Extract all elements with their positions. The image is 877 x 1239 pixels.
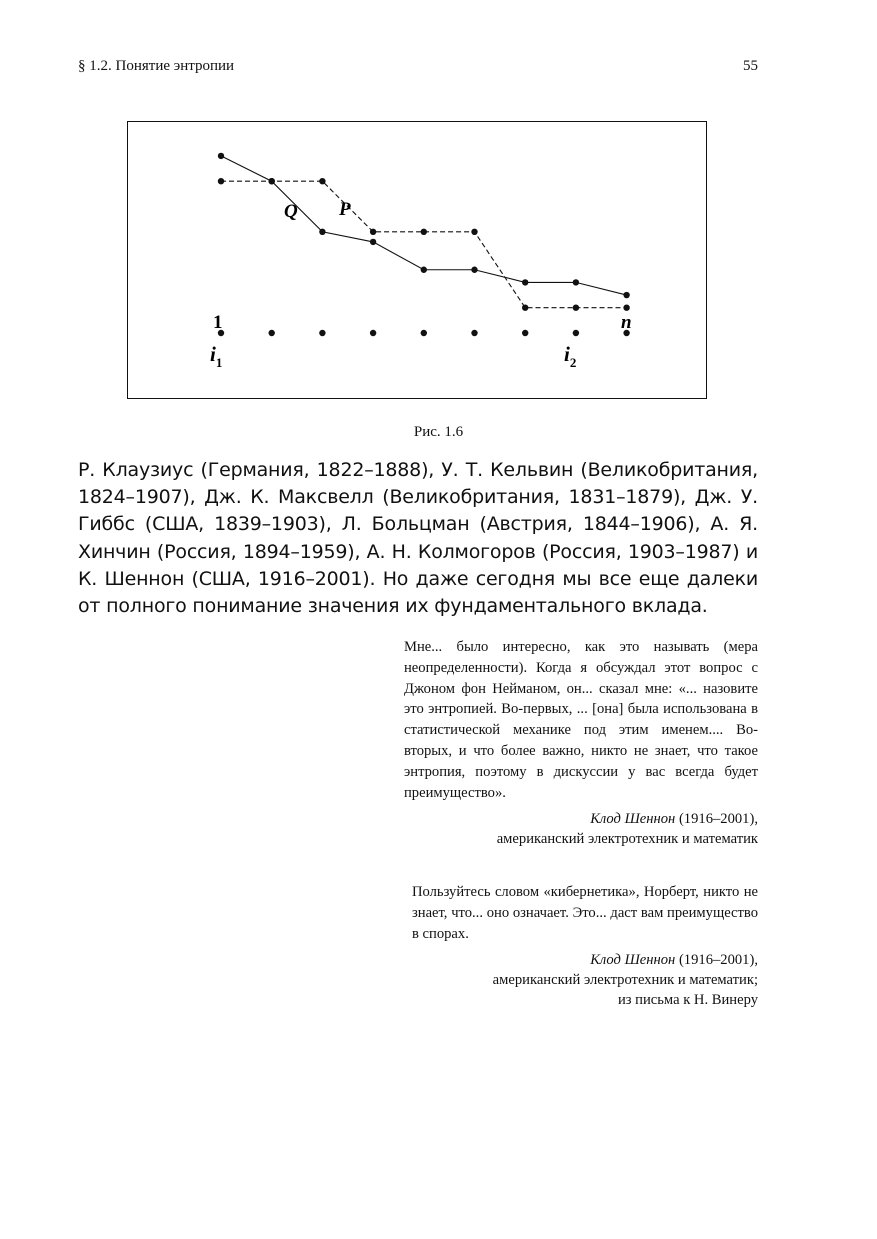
series-p-point-9 bbox=[623, 305, 629, 311]
epigraph-2 bbox=[412, 882, 758, 1010]
epigraph-1-author: Клод Шеннон bbox=[590, 811, 676, 828]
axis-point-5 bbox=[421, 330, 427, 336]
figure-caption: Рис. 1.6 bbox=[413, 424, 464, 440]
section-title: § 1.2. Понятие энтропии bbox=[78, 58, 235, 74]
series-q-point-5 bbox=[421, 267, 427, 273]
label-i2: $i_2$ bbox=[564, 342, 577, 370]
series-p-point-3 bbox=[319, 178, 325, 184]
axis-point-4 bbox=[370, 330, 376, 336]
series-q-point-7 bbox=[522, 279, 528, 285]
series-q-point-8 bbox=[573, 279, 579, 285]
label-q: Q bbox=[284, 201, 298, 222]
axis-point-6 bbox=[471, 330, 477, 336]
series-p-point-7 bbox=[522, 305, 528, 311]
epigraph-1-text: Мне... было интересно, как это называть (мера неопределенности). Когда я обсуждал этот вопрос с Джоном фон Нейманом, он... сказал мне: «... назовите это энтропией. Во-первых, ... [она] была использована в статистической механике под этим именем.... Во-вторых, и что более важно, никто не знает, что такое энтропия, поэтому в дискуссии у вас всегда будет преимущество». bbox=[404, 639, 758, 801]
epigraph-1 bbox=[404, 637, 758, 849]
series-q-point-3 bbox=[319, 229, 325, 235]
axis-point-2 bbox=[269, 330, 275, 336]
figure-plot bbox=[128, 122, 706, 398]
series-p-point-8 bbox=[573, 305, 579, 311]
body-paragraph: Р. Клаузиус (Германия, 1822–1888), У. Т. Кельвин (Великобритания, 1824–1907), Дж. К. Максвелл (Великобритания, 1831–1879), Дж. У. Гиббс (США, 1839–1903), Л. Больцман (Австрия, 1844–1906), А. Я. Хинчин (Россия, 1894–1959), А. Н. Колмогоров (Россия, 1903–1987) и К. Шеннон (США, 1916–2001). Но даже сегодня мы все еще далеки от полного понимание значения их фундаментального вклада. bbox=[78, 459, 758, 618]
label-one: 1 bbox=[213, 312, 223, 333]
series-line-q bbox=[221, 156, 627, 295]
axis-point-7 bbox=[522, 330, 528, 336]
series-p-point-1 bbox=[218, 178, 224, 184]
epigraph-1-years: (1916–2001), bbox=[675, 811, 758, 828]
label-n: n bbox=[621, 312, 632, 333]
label-p: P bbox=[339, 199, 351, 220]
label-i1: $i_1$ bbox=[210, 342, 223, 370]
epigraph-2-attribution bbox=[412, 950, 758, 1010]
epigraph-2-role: американский электротехник и математик; bbox=[492, 972, 758, 989]
axis-point-3 bbox=[319, 330, 325, 336]
epigraph-1-role: американский электротехник и математик bbox=[496, 831, 758, 848]
series-q-point-1 bbox=[218, 153, 224, 159]
epigraph-1-attribution bbox=[404, 809, 758, 849]
series-p-point-4 bbox=[370, 229, 376, 235]
series-q-point-9 bbox=[623, 292, 629, 298]
axis-point-8 bbox=[573, 330, 579, 336]
series-p-point-2 bbox=[269, 178, 275, 184]
series-p-point-6 bbox=[471, 229, 477, 235]
figure-frame bbox=[127, 121, 707, 399]
epigraph-2-source: из письма к Н. Винеру bbox=[617, 992, 758, 1009]
epigraph-2-author: Клод Шеннон bbox=[590, 952, 676, 969]
epigraph-2-years: (1916–2001), bbox=[675, 952, 758, 969]
series-p-point-5 bbox=[421, 229, 427, 235]
page-number: 55 bbox=[743, 58, 758, 74]
epigraph-2-text: Пользуйтесь словом «кибернетика», Норберт, никто не знает, что... оно означает. Это... даст вам преимущество в спорах. bbox=[412, 884, 758, 942]
series-q-point-4 bbox=[370, 239, 376, 245]
series-line-p bbox=[221, 181, 627, 308]
running-head bbox=[78, 58, 758, 75]
series-q-point-6 bbox=[471, 267, 477, 273]
